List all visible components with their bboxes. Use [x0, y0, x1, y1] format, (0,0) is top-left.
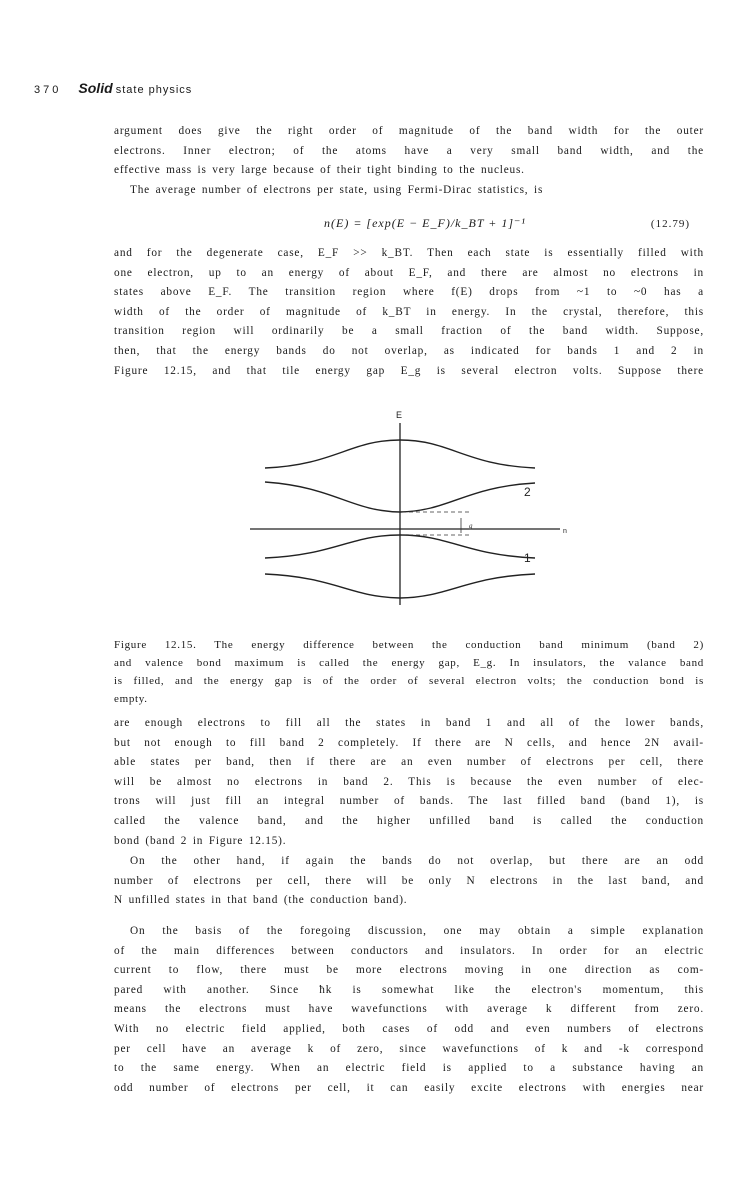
caption-line: and valence bond maximum is called the energy gap, E_g. In insulators, the valance band	[114, 657, 704, 669]
gap-label: g	[469, 522, 473, 530]
text-line: With no electric field applied, both cases of odd and even numbers of electrons	[114, 1022, 704, 1035]
text-line: and for the degenerate case, E_F >> k_BT. Then each state is essentially filled with	[114, 247, 704, 259]
equation-expression: n(E) = [exp(E − E_F)/k_BT + 1]⁻¹	[324, 216, 526, 230]
paragraph-5	[114, 922, 704, 1098]
text-line: On the other hand, if again the bands do not overlap, but there are an odd	[130, 855, 704, 867]
caption-line: Figure 12.15. The energy difference between the conduction band minimum (band 2)	[114, 639, 704, 651]
text-line: per cell have an average k of zero, since wavefunctions of k and -k correspond	[114, 1042, 704, 1055]
text-line: electrons. Inner electron; of the atoms have a very small band width, and the	[114, 144, 704, 157]
band-2-label: 2	[524, 485, 531, 499]
text-line: Figure 12.15, and that tile energy gap E_g is several electron volts. Suppose there	[114, 364, 704, 377]
equation-12-79	[114, 216, 704, 236]
text-line: but not enough to fill band 2 completely. If there are N cells, and hence 2N avail-	[114, 736, 704, 749]
text-line: then, that the energy bands do not overlap, as indicated for bands 1 and 2 in	[114, 344, 704, 357]
text-line: width of the order of magnitude of k_BT in energy. In the crystal, therefore, this	[114, 305, 704, 318]
text-line: states above E_F. The transition region where f(E) drops from ~1 to ~0 has a	[114, 286, 704, 299]
paragraph-4	[114, 852, 704, 911]
band-diagram	[240, 405, 580, 635]
caption-line: empty.	[114, 693, 148, 705]
book-title-rest: state physics	[115, 84, 193, 96]
text-line: trons will just fill an integral number of bands. The last filled band (band 1), is	[114, 795, 704, 808]
text-line: one electron, up to an energy of about E_F, and there are almost no electrons in	[114, 266, 704, 279]
running-head	[34, 80, 192, 96]
k-axis-label: n	[563, 528, 567, 535]
paragraph-1	[114, 122, 704, 200]
text-line: called the valence band, and the higher unfilled band is called the conduction	[114, 814, 704, 827]
text-line: The average number of electrons per state, using Fermi-Dirac statistics, is	[130, 183, 544, 196]
text-line: odd number of electrons per cell, it can easily excite electrons with energies near	[114, 1081, 704, 1094]
text-line: bond (band 2 in Figure 12.15).	[114, 834, 287, 847]
equation-number: (12.79)	[650, 218, 690, 230]
page-number: 370	[34, 84, 62, 96]
energy-axis-label: E	[396, 410, 403, 420]
text-line: to the same energy. When an electric field is applied to a substance having an	[114, 1062, 704, 1075]
paragraph-2	[114, 244, 704, 381]
text-line: pared with another. Since ħk is somewhat like the electron's momentum, this	[114, 983, 704, 996]
text-line: means the electrons must have wavefunctions with average k different from zero.	[114, 1003, 704, 1016]
paragraph-3	[114, 714, 704, 851]
text-line: current to flow, there must be more electrons moving in one direction as com-	[114, 964, 704, 977]
text-line: are enough electrons to fill all the states in band 1 and all of the lower bands,	[114, 717, 704, 729]
figure-12-15	[240, 405, 580, 635]
text-line: number of electrons per cell, there will be only N electrons in the last band, and	[114, 874, 704, 887]
text-line: N unfilled states in that band (the conduction band).	[114, 894, 408, 907]
text-line: will be almost no electrons in band 2. This is because the even number of elec-	[114, 775, 704, 788]
text-line: effective mass is very large because of their tight binding to the nucleus.	[114, 164, 525, 177]
text-line: On the basis of the foregoing discussion, one may obtain a simple explanation	[130, 925, 704, 937]
figure-caption	[114, 636, 704, 708]
caption-line: is filled, and the energy gap is of the order of several electron volts; the conduction bond is	[114, 675, 704, 687]
band-1-label: 1	[524, 551, 531, 565]
text-line: argument does give the right order of magnitude of the band width for the outer	[114, 125, 704, 137]
text-line: of the main differences between conductors and insulators. In order for an electric	[114, 944, 704, 957]
text-line: able states per band, then if there are an even number of electrons per cell, there	[114, 756, 704, 769]
text-line: transition region will ordinarily be a small fraction of the band width. Suppose,	[114, 325, 704, 338]
book-title-emphasis: Solid	[78, 80, 113, 96]
